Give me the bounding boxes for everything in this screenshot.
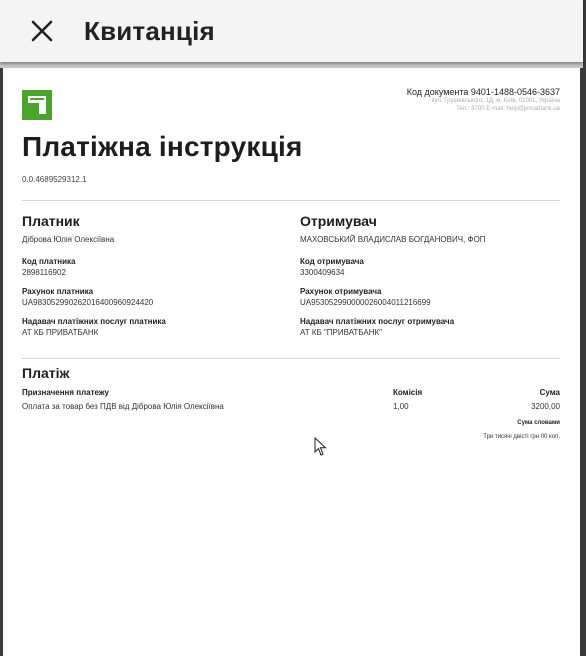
purpose-value: Оплата за товар без ПДВ від Діброва Юлія Олексіївна xyxy=(22,402,224,411)
recipient-heading: Отримувач xyxy=(300,213,377,229)
bank-contacts: Тел.: 3700 E-mail: help@privatbank.ua xyxy=(456,106,560,112)
payer-provider-label: Надавач платіжних послуг платника xyxy=(22,317,166,326)
recipient-account-label: Рахунок отримувача xyxy=(300,287,382,296)
recipient-provider-label: Надавач платіжних послуг отримувача xyxy=(300,317,455,326)
document-number: 0.0.4689529312.1 xyxy=(22,175,87,184)
payer-code: 2898116902 xyxy=(22,268,66,277)
payment-heading: Платіж xyxy=(22,365,70,381)
payer-account-label: Рахунок платника xyxy=(22,287,94,296)
privatbank-logo-icon xyxy=(22,90,52,120)
window-edge xyxy=(580,0,586,656)
recipient-section xyxy=(300,213,550,347)
payer-account: UA983052990262016400960924420 xyxy=(22,298,154,307)
receipt-document[interactable] xyxy=(3,68,580,656)
document-meta xyxy=(407,87,560,113)
document-code: Код документа 9401-1488-0546-3637 xyxy=(406,87,560,97)
amount-words-value: Три тисячі двісті грн 00 коп. xyxy=(483,434,560,440)
payer-heading: Платник xyxy=(22,213,80,229)
mouse-pointer-icon xyxy=(314,437,328,457)
payer-name: Діброва Юлія Олексіївна xyxy=(22,235,115,244)
commission-label: Комісія xyxy=(393,388,423,397)
divider xyxy=(22,358,560,359)
recipient-code-label: Код отримувача xyxy=(300,257,364,266)
app-header xyxy=(0,0,583,62)
close-button[interactable] xyxy=(0,0,84,62)
payer-section xyxy=(22,213,272,347)
recipient-account: UA953052990000026004011216699 xyxy=(300,298,431,307)
amount-label: Сума xyxy=(539,388,560,397)
amount-words-label: Сума словами xyxy=(517,420,560,426)
header-shadow xyxy=(0,62,583,68)
bank-address: вул. Грушевського, 1Д, м. Київ, 01001, Україна xyxy=(431,98,560,104)
recipient-name: МАХОВСЬКИЙ ВЛАДИСЛАВ БОГДАНОВИЧ, ФОП xyxy=(300,235,486,244)
commission-value: 1,00 xyxy=(393,402,409,411)
recipient-provider: АТ КБ "ПРИВАТБАНК" xyxy=(300,328,382,337)
purpose-label: Призначення платежу xyxy=(22,388,110,397)
close-icon xyxy=(31,20,53,42)
amount-value: 3200,00 xyxy=(531,402,560,411)
recipient-code: 3300409634 xyxy=(300,268,345,277)
payer-code-label: Код платника xyxy=(22,257,76,266)
document-title: Платіжна інструкція xyxy=(22,131,303,162)
divider xyxy=(22,200,560,201)
payer-provider: АТ КБ ПРИВАТБАНК xyxy=(22,328,99,337)
header-title: Квитанція xyxy=(84,15,215,46)
